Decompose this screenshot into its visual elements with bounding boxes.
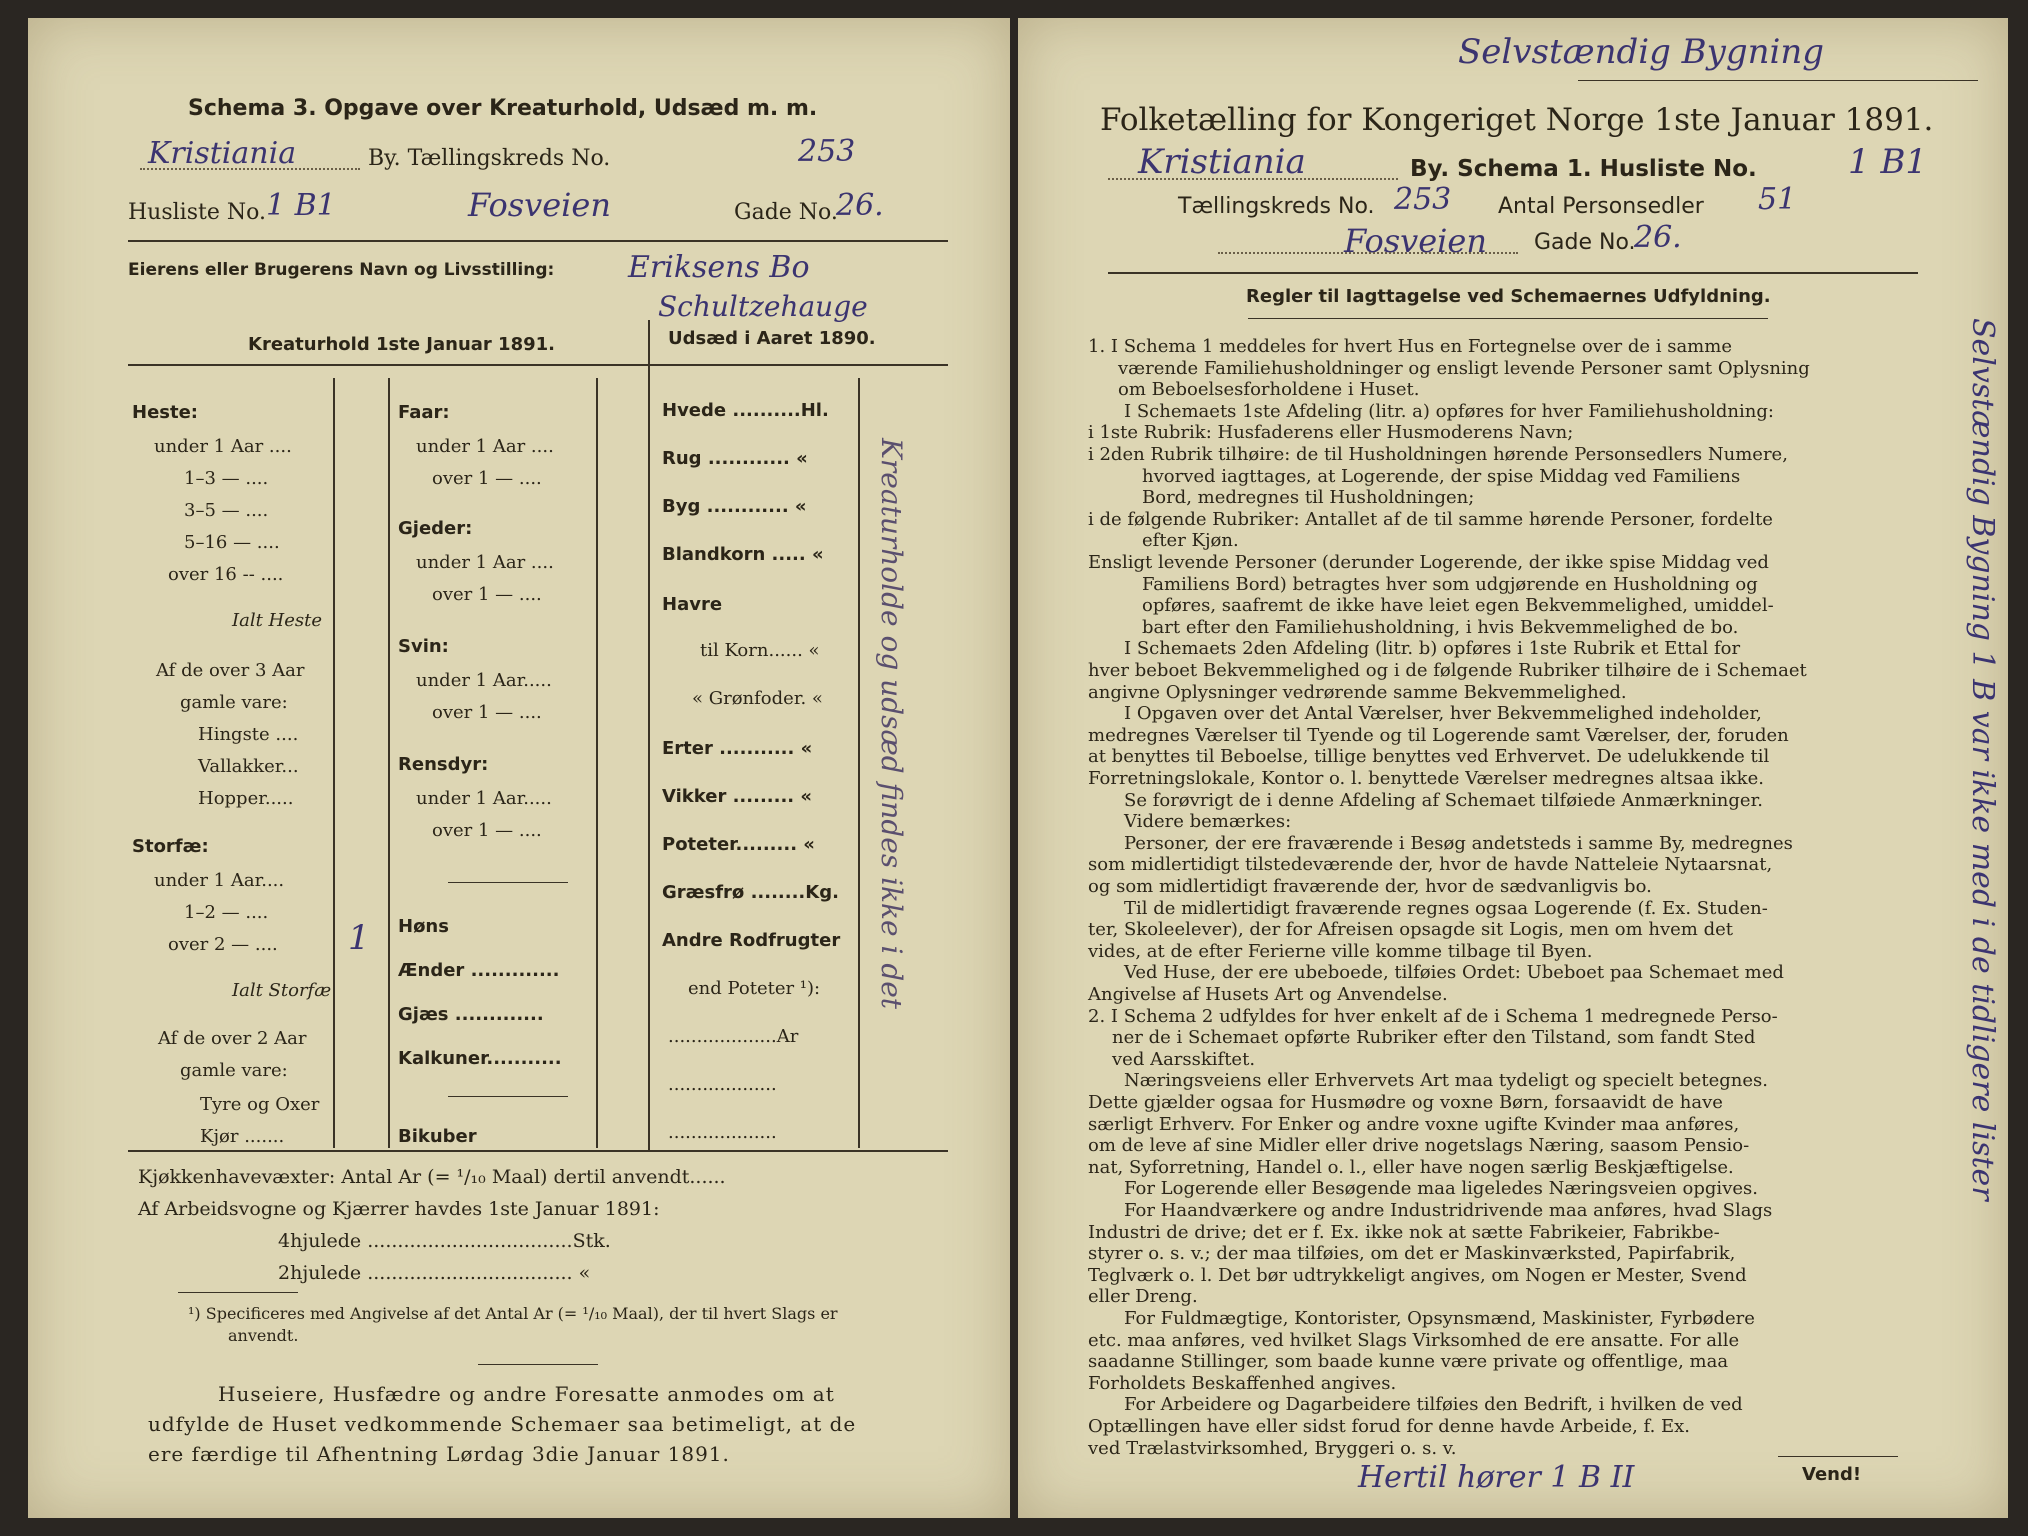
ialt-storfae: Ialt Storfæ <box>232 980 332 1001</box>
rules-line: at benyttes til Beboelse, tillige benyttes ved Erhvervet. De udelukkende til <box>1088 746 1770 768</box>
byg: Byg ............ « <box>662 496 807 517</box>
heste-over-16: over 16 -- .... <box>168 564 284 585</box>
rules-line: angivne Oplysninger vedrørende samme Bekvemmelighed. <box>1088 681 1627 703</box>
gade-label: Gade No. <box>734 200 838 225</box>
vend-label: Vend! <box>1802 1464 1862 1485</box>
notice-line-3: ere færdige til Afhentning Lørdag 3die Januar 1891. <box>148 1442 730 1466</box>
ialt-heste: Ialt Heste <box>232 610 323 631</box>
rodfrugter-ar: ...................Ar <box>668 1026 799 1047</box>
rules-line: Familiens Bord) betragtes hver som udgjørende en Husholdning og <box>1142 573 1758 595</box>
gade-handwritten-right: 26. <box>1634 220 1682 255</box>
kreaturhold-header: Kreaturhold 1ste Januar 1891. <box>248 334 555 355</box>
rules-line: For Arbeidere og Dagarbeidere tilføies den Bedrift, i hvilken de ved <box>1124 1394 1743 1416</box>
rules-line: Til de midlertidigt fraværende regnes ogsaa Logerende (f. Ex. Studen- <box>1124 897 1768 919</box>
gade-handwritten: 26. <box>836 188 884 223</box>
schema-3-title: Schema 3. Opgave over Kreaturhold, Udsæd m. m. <box>188 96 818 121</box>
kreds-handwritten-right: 253 <box>1394 182 1452 217</box>
fire-hjulede: 4hjulede ..................................Stk. <box>278 1230 611 1252</box>
blandkorn: Blandkorn ..... « <box>662 544 824 565</box>
rule-under-header <box>1108 272 1918 274</box>
rules-line: efter Kjøn. <box>1142 530 1239 552</box>
rules-line: I Schemaets 1ste Afdeling (litr. a) opføres for hver Familiehusholdning: <box>1124 400 1774 422</box>
by-kreds-label: By. Tællingskreds No. <box>368 146 611 171</box>
rules-line: Optællingen have eller sidst forud for denne havde Arbeide, f. Ex. <box>1088 1416 1691 1437</box>
notice-line-2: udfylde de Huset vedkommende Schemaer saa betimeligt, at de <box>148 1412 857 1436</box>
kjor: Kjør ....... <box>200 1126 285 1147</box>
rules-line: Ved Huse, der ere ubeboede, tilføies Ordet: Ubeboet paa Schemaet med <box>1124 962 1784 984</box>
vertical-handwritten-note: Kreaturholde og udsæd findes ikke i det <box>875 438 908 1010</box>
havre: Havre <box>662 594 723 615</box>
owner-label: Eierens eller Brugerens Navn og Livsstilling: <box>128 260 555 280</box>
vallakker: Vallakker... <box>198 756 299 777</box>
bikuber: Bikuber <box>398 1126 477 1147</box>
rules-line: ved Aarsskiftet. <box>1112 1048 1256 1070</box>
arbeidsvogne: Af Arbeidsvogne og Kjærrer havdes 1ste Januar 1891: <box>138 1198 660 1220</box>
rules-line: om de leve af sine Midler eller drive nogetslags Næring, saasom Pensio- <box>1088 1135 1750 1157</box>
column-divider <box>648 320 650 1150</box>
city-handwritten: Kristiania <box>148 136 297 171</box>
husliste-handwritten: 1 B1 <box>266 188 336 223</box>
rules-line: hver beboet Bekvemmelighed og i de følgende Rubriker tilhøire de i Schemaet <box>1088 660 1807 681</box>
city-dotted-line <box>140 168 360 170</box>
rules-line: Angivelse af Husets Art og Anvendelse. <box>1088 984 1448 1005</box>
heste-1-3: 1–3 — .... <box>184 468 269 489</box>
rules-line: Forholdets Beskaffenhed angives. <box>1088 1372 1397 1394</box>
rensdyr-heading: Rensdyr: <box>398 754 489 775</box>
rules-line: i 1ste Rubrik: Husfaderens eller Husmoderens Navn; <box>1088 422 1574 444</box>
by-schema-label: By. Schema 1. Husliste No. <box>1410 156 1757 182</box>
rules-line: Se forøvrigt de i denne Afdeling af Schemaet tilføiede Anmærkninger. <box>1124 789 1763 811</box>
svin-over-1: over 1 — .... <box>432 702 542 723</box>
havre-til-korn: til Korn...... « <box>700 640 820 661</box>
notice-line-1: Huseiere, Husfædre og andre Foresatte anmodes om at <box>218 1382 835 1406</box>
erter: Erter ........... « <box>662 738 813 759</box>
to-hjulede: 2hjulede .................................. « <box>278 1262 591 1284</box>
city-handwritten-right: Kristiania <box>1138 142 1306 182</box>
heste-5-16: 5–16 — .... <box>184 532 280 553</box>
graesfro: Græsfrø ........Kg. <box>662 882 839 903</box>
heste-3-5: 3–5 — .... <box>184 500 269 521</box>
af-over-2-aar: Af de over 2 Aar <box>158 1028 307 1049</box>
owner-handwritten-1: Eriksens Bo <box>628 250 810 285</box>
rules-line: opføres, saafremt de ikke have leiet egen Bekvemmelighed, umiddel- <box>1142 595 1774 617</box>
rules-line: ved Trælastvirksomhed, Bryggeri o. s. v. <box>1088 1437 1457 1459</box>
col3-value-edge <box>858 378 860 1148</box>
faar-under-1: under 1 Aar .... <box>416 436 554 457</box>
hons: Høns <box>398 916 449 937</box>
census-title: Folketælling for Kongeriget Norge 1ste Januar 1891. <box>1100 102 1934 138</box>
aender: Ænder ............. <box>398 960 560 981</box>
rules-line: Bord, medregnes til Husholdningen; <box>1142 487 1475 509</box>
storfae-over-2-handwritten: 1 <box>348 918 370 958</box>
rug: Rug ............ « <box>662 448 808 469</box>
antal-personsedler-label: Antal Personsedler <box>1498 194 1704 219</box>
rules-line: i de følgende Rubriker: Antallet af de til samme hørende Personer, fordelte <box>1088 508 1773 530</box>
rules-line: Ensligt levende Personer (derunder Logerende, der ikke spise Middag ved <box>1088 552 1769 573</box>
rules-line: ter, Skoleelever), der for Afreisen opsagde sit Logis, men om hvem det <box>1088 919 1734 941</box>
street-handwritten: Fosveien <box>468 186 611 224</box>
andre-rodfrugter: Andre Rodfrugter <box>662 930 841 951</box>
heste-heading: Heste: <box>132 402 198 423</box>
gade-label-right: Gade No. <box>1534 230 1636 255</box>
side-handwritten-note: Selvstændig Bygning 1 B var ikke med i de tidligere lister <box>1965 318 2000 1201</box>
footnote-line-1: ¹) Specificeres med Angivelse af det Antal Ar (= ¹/₁₀ Maal), der til hvert Slags er <box>188 1304 838 1323</box>
rules-line: Næringsveiens eller Erhvervets Art maa tydeligt og specielt betegnes. <box>1124 1070 1768 1092</box>
gjeder-over-1: over 1 — .... <box>432 584 542 605</box>
gamle-vare-2: gamle vare: <box>180 1060 288 1081</box>
rules-line: og som midlertidigt fraværende der, hvor de sædvanligvis bo. <box>1088 876 1652 897</box>
rules-line: nat, Syforretning, Handel o. l., eller have nogen særlig Beskjæftigelse. <box>1088 1156 1734 1178</box>
rules-line: etc. maa anføres, ved hvilket Slags Virksomhed de ere ansatte. For alle <box>1088 1329 1740 1351</box>
rules-line: hvorved iagttages, at Logerende, der spise Middag ved Familiens <box>1142 465 1741 487</box>
rules-title-rule <box>1248 318 1768 319</box>
storfae-heading: Storfæ: <box>132 836 209 857</box>
svin-heading: Svin: <box>398 636 449 657</box>
rules-line: saadanne Stillinger, som baade kunne være private og offentlige, maa <box>1088 1351 1729 1373</box>
rules-line: ner de i Schemaet opførte Rubriker efter den Tilstand, som fandt Sted <box>1112 1027 1756 1049</box>
rules-line: 1. I Schema 1 meddeles for hvert Hus en Fortegnelse over de i samme <box>1088 336 1732 357</box>
rules-line: For Fuldmægtige, Kontorister, Opsynsmænd, Maskinister, Fyrbødere <box>1124 1308 1755 1329</box>
rules-line: I Schemaets 2den Afdeling (litr. b) opføres i 1ste Rubrik et Ettal for <box>1124 638 1741 660</box>
storfae-over-2: over 2 — .... <box>168 934 278 955</box>
rule-bottom <box>128 1150 948 1152</box>
gjeder-under-1: under 1 Aar .... <box>416 552 554 573</box>
col2-rule-2 <box>448 1096 568 1097</box>
rensdyr-under-1: under 1 Aar..... <box>416 788 552 809</box>
rules-line: vides, at de efter Ferierne ville komme tilbage til Byen. <box>1088 940 1593 962</box>
col2-rule <box>448 882 568 883</box>
rules-line: i 2den Rubrik tilhøire: de til Husholdningen hørende Personsedlers Numere, <box>1088 444 1788 465</box>
rules-line: bart efter den Familiehusholdning, i hvis Bekvemmelighed de bo. <box>1142 616 1739 638</box>
storfae-under-1: under 1 Aar.... <box>154 870 285 891</box>
storfae-1-2: 1–2 — .... <box>184 902 269 923</box>
rules-line: For Haandværkere og andre Industridrivende maa anføres, hvad Slags <box>1124 1200 1773 1221</box>
gamle-vare-1: gamle vare: <box>180 692 288 713</box>
street-handwritten-right: Fosveien <box>1344 222 1487 260</box>
footnote-rule <box>178 1292 298 1293</box>
rules-line: For Logerende eller Besøgende maa ligeledes Næringsveien opgives. <box>1124 1178 1758 1200</box>
kjokkenhavevaexter: Kjøkkenhavevæxter: Antal Ar (= ¹/₁₀ Maal) dertil anvendt...... <box>138 1166 726 1188</box>
rules-line: Forretningslokale, Kontor o. l. benyttede Værelser medregnes altsaa ikke. <box>1088 768 1764 789</box>
rules-line: Teglværk o. l. Det bør udtrykkeligt angives, om Nogen er Mester, Svend <box>1088 1264 1747 1286</box>
city-dotted-line-right <box>1108 178 1398 180</box>
faar-heading: Faar: <box>398 402 450 423</box>
rodfrugter-line-2: ................... <box>668 1074 777 1095</box>
af-over-3-aar: Af de over 3 Aar <box>156 660 305 681</box>
rule-header <box>128 364 948 366</box>
rules-line: Industri de drive; det er f. Ex. ikke nok at sætte Fabrikeier, Fabrikbe- <box>1088 1221 1720 1243</box>
rules-line: særligt Erhverv. For Enker og andre voxne ugifte Kvinder maa anføres, <box>1088 1113 1740 1135</box>
kalkuner: Kalkuner........... <box>398 1048 562 1069</box>
hvede: Hvede ..........Hl. <box>662 400 829 421</box>
faar-over-1: over 1 — .... <box>432 468 542 489</box>
rules-line: medregnes Værelser til Tyende og til Logerende samt Værelser, der, foruden <box>1088 724 1789 746</box>
col2-value-edge <box>596 378 598 1148</box>
kreds-label-right: Tællingskreds No. <box>1178 194 1375 219</box>
top-note-rule <box>1578 80 1978 81</box>
poteter: Poteter......... « <box>662 834 815 855</box>
rules-line: værende Familiehusholdninger og ensligt levende Personer samt Oplysning <box>1118 357 1810 379</box>
rules-line: 2. I Schema 2 udfyldes for hver enkelt af de i Schema 1 medregnede Perso- <box>1088 1005 1778 1027</box>
rules-line: styrer o. s. v.; der maa tilføies, om det er Maskinværksted, Papirfabrik, <box>1088 1243 1736 1265</box>
gjeder-heading: Gjeder: <box>398 518 473 539</box>
rules-line: om Beboelsesforholdene i Huset. <box>1118 379 1420 401</box>
owner-handwritten-2: Schultzehauge <box>658 290 868 323</box>
rules-line: som midlertidigt tilstedeværende der, hvor de havde Natteleie Nytaarsnat, <box>1088 854 1773 876</box>
hopper: Hopper..... <box>198 788 294 809</box>
svin-under-1: under 1 Aar..... <box>416 670 552 691</box>
rules-line: eller Dreng. <box>1088 1286 1198 1308</box>
street-dotted-line-right <box>1218 252 1518 254</box>
rules-line: I Opgaven over det Antal Værelser, hver Bekvemmelighed indeholder, <box>1124 703 1762 725</box>
hingste: Hingste .... <box>198 724 299 745</box>
husliste-label: Husliste No. <box>128 200 266 225</box>
footnote-line-2: anvendt. <box>228 1326 299 1345</box>
col1-value-edge <box>333 378 335 1148</box>
udsaed-header: Udsæd i Aaret 1890. <box>668 328 876 349</box>
rules-title: Regler til Iagttagelse ved Schemaernes Udfyldning. <box>1246 286 1771 307</box>
kreds-handwritten: 253 <box>798 134 856 169</box>
rule-top <box>128 240 948 242</box>
end-poteter: end Poteter ¹): <box>688 978 821 999</box>
husliste-handwritten-right: 1 B1 <box>1848 142 1928 182</box>
tyre-og-oxer: Tyre og Oxer <box>200 1094 320 1115</box>
rensdyr-over-1: over 1 — .... <box>432 820 542 841</box>
bottom-handwritten-note: Hertil hører 1 B II <box>1358 1460 1635 1495</box>
vend-rule <box>1778 1456 1898 1457</box>
gjaes: Gjæs ............. <box>398 1004 544 1025</box>
rules-line: Dette gjælder ogsaa for Husmødre og voxne Børn, forsaavidt de have <box>1088 1092 1723 1113</box>
heste-under-1: under 1 Aar .... <box>154 436 292 457</box>
col1-col2-divider <box>388 378 390 1148</box>
antal-handwritten: 51 <box>1758 182 1797 217</box>
notice-rule <box>478 1364 598 1365</box>
rules-line: Videre bemærkes: <box>1124 811 1292 833</box>
right-page-schema-1 <box>1018 18 2008 1518</box>
vikker: Vikker ......... « <box>662 786 813 807</box>
rules-line: Personer, der ere fraværende i Besøg andetsteds i samme By, medregnes <box>1124 832 1793 854</box>
left-page-schema-3 <box>28 18 1010 1518</box>
havre-gronfoder: « Grønfoder. « <box>692 688 823 709</box>
rodfrugter-line-3: ................... <box>668 1122 777 1143</box>
top-handwritten-note: Selvstændig Bygning <box>1458 32 1825 72</box>
